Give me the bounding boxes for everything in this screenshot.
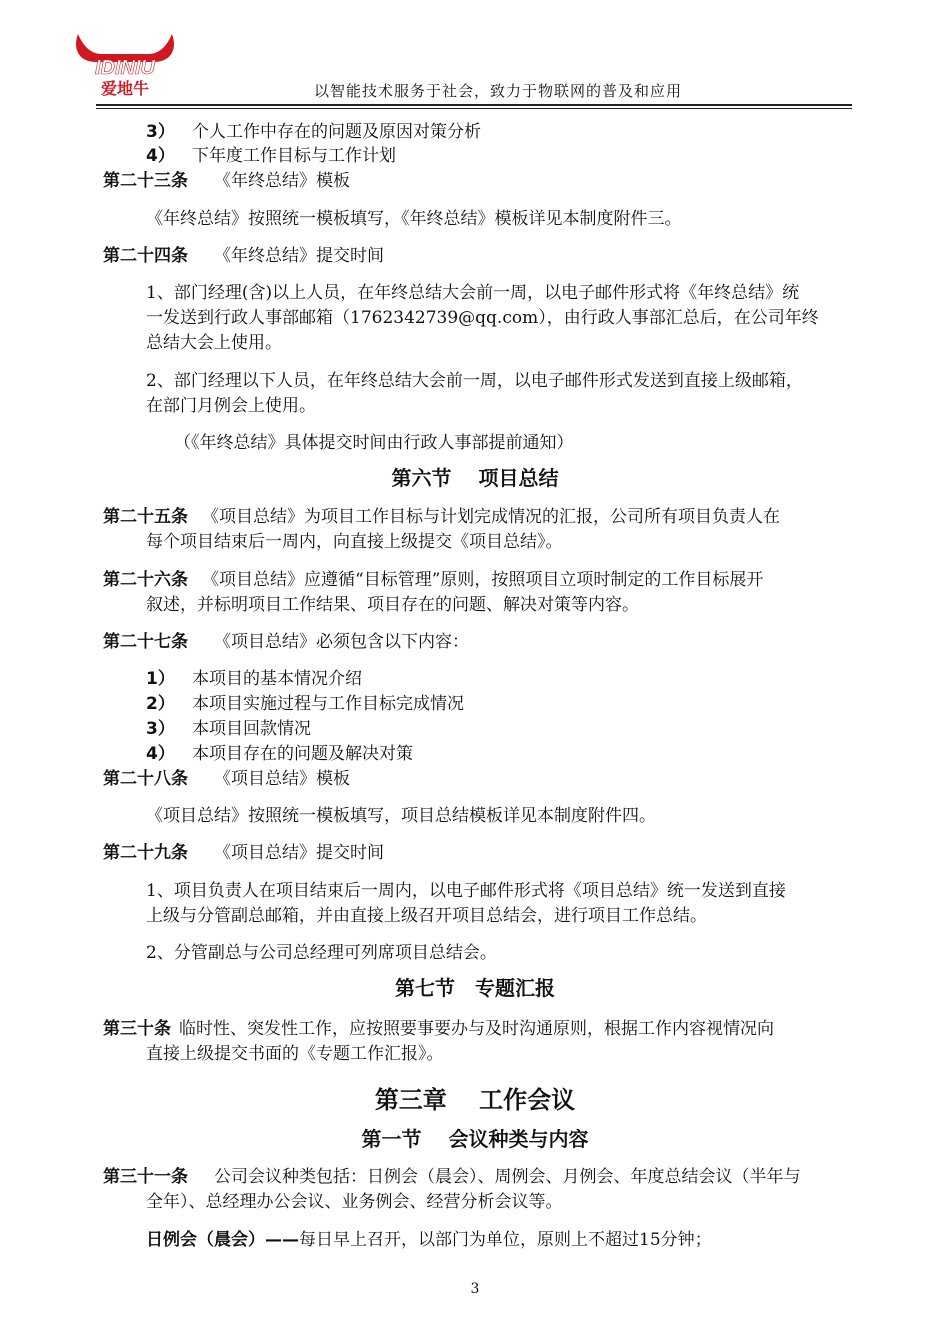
paragraph-line: 全年）、总经理办公会议、业务例会、经营分析会议等。 xyxy=(146,1192,563,1212)
list-number: 1） xyxy=(146,669,175,689)
logo-text: IDINIU xyxy=(95,57,155,79)
article-text: 《项目总结》必须包含以下内容： xyxy=(214,632,469,652)
article-text: 临时性、突发性工作，应按照要事要办与及时沟通原则，根据工作内容视情况向 xyxy=(179,1019,774,1039)
section-heading: 第七节 专题汇报 xyxy=(395,976,555,1000)
section-heading: 第一节 会议种类与内容 xyxy=(361,1127,589,1151)
article-text: 《年终总结》提交时间 xyxy=(214,246,384,266)
article-label: 第三十一条 xyxy=(103,1167,188,1187)
paragraph-line: 总结大会上使用。 xyxy=(146,333,282,353)
list-number: 3） xyxy=(146,719,175,739)
list-item xyxy=(146,117,481,142)
article-text: 《项目总结》模板 xyxy=(214,769,350,789)
list-item xyxy=(146,689,464,714)
paragraph-line: 叙述，并标明项目工作结果、项目存在的问题、解决对策等内容。 xyxy=(146,595,639,615)
paragraph: 2、分管副总与公司总经理可列席项目总结会。 xyxy=(146,943,497,963)
list-item xyxy=(146,664,362,689)
article-label: 第二十五条 xyxy=(103,507,188,527)
paragraph: 《项目总结》按照统一模板填写，项目总结模板详见本制度附件四。 xyxy=(146,806,656,826)
article-label: 第三十条 xyxy=(103,1019,171,1039)
list-text: 本项目的基本情况介绍 xyxy=(192,669,362,689)
list-text: 下年度工作目标与工作计划 xyxy=(192,146,396,166)
list-number: 4） xyxy=(146,146,175,166)
list-item xyxy=(146,739,413,764)
paragraph-line: 直接上级提交书面的《专题工作汇报》。 xyxy=(146,1044,444,1064)
paragraph-line: 在部门月例会上使用。 xyxy=(146,396,316,416)
article-23 xyxy=(103,166,350,191)
article-text: 《年终总结》模板 xyxy=(214,171,350,191)
article-label: 第二十三条 xyxy=(103,171,188,191)
article-28 xyxy=(103,764,350,789)
article-label: 第二十六条 xyxy=(103,570,188,590)
paragraph-line: 一发送到行政人事部邮箱（1762342739@qq.com），由行政人事部汇总后，在公司年终 xyxy=(146,308,819,328)
list-text: 本项目实施过程与工作目标完成情况 xyxy=(192,694,464,714)
header-rule xyxy=(96,104,852,106)
article-30 xyxy=(103,1014,774,1039)
list-item xyxy=(146,714,311,739)
article-text: 公司会议种类包括：日例会（晨会）、周例会、月例会、年度总结会议（半年与 xyxy=(214,1167,801,1187)
paragraph-line: 1、项目负责人在项目结束后一周内，以电子邮件形式将《项目总结》统一发送到直接 xyxy=(146,881,786,901)
article-text: 《项目总结》为项目工作目标与计划完成情况的汇报，公司所有项目负责人在 xyxy=(202,507,780,527)
list-number: 3） xyxy=(146,122,175,142)
paragraph-line: 每个项目结束后一周内，向直接上级提交《项目总结》。 xyxy=(146,532,563,552)
page-number: 3 xyxy=(470,1281,480,1297)
article-27 xyxy=(103,627,469,652)
paragraph: 《年终总结》按照统一模板填写，《年终总结》模板详见本制度附件三。 xyxy=(146,209,682,229)
header-slogan: 以智能技术服务于社会，致力于物联网的普及和应用 xyxy=(314,82,683,100)
article-label: 第二十八条 xyxy=(103,769,188,789)
daily-meeting-text: 每日早上召开，以部门为单位，原则上不超过15分钟； xyxy=(299,1230,712,1250)
list-number: 4） xyxy=(146,744,175,764)
article-text: 《项目总结》提交时间 xyxy=(214,843,384,863)
daily-meeting-label: 日例会（晨会）—— xyxy=(146,1230,299,1250)
chapter-heading: 第三章 工作会议 xyxy=(374,1086,576,1114)
article-31 xyxy=(103,1162,801,1187)
bull-horns-icon xyxy=(70,28,180,100)
paragraph-line: 上级与分管副总邮箱，并由直接上级召开项目总结会，进行项目工作总结。 xyxy=(146,906,707,926)
article-text: 《项目总结》应遵循“目标管理”原则，按照项目立项时制定的工作目标展开 xyxy=(202,570,764,590)
paragraph-line: 1、部门经理(含)以上人员，在年终总结大会前一周，以电子邮件形式将《年终总结》统 xyxy=(146,283,800,303)
article-29 xyxy=(103,838,384,863)
article-label: 第二十七条 xyxy=(103,632,188,652)
list-text: 个人工作中存在的问题及原因对策分析 xyxy=(192,122,481,142)
article-26 xyxy=(103,565,763,590)
article-label: 第二十九条 xyxy=(103,843,188,863)
logo-cn-text: 爱地牛 xyxy=(100,79,150,98)
article-24 xyxy=(103,241,384,266)
note: （《年终总结》具体提交时间由行政人事部提前通知） xyxy=(174,433,574,453)
article-25 xyxy=(103,502,780,527)
article-label: 第二十四条 xyxy=(103,246,188,266)
list-text: 本项目存在的问题及解决对策 xyxy=(192,744,413,764)
list-number: 2） xyxy=(146,694,175,714)
header-rule-thin xyxy=(96,108,852,109)
company-logo xyxy=(70,28,180,100)
daily-meeting-item xyxy=(146,1225,712,1250)
list-text: 本项目回款情况 xyxy=(192,719,311,739)
section-heading: 第六节 项目总结 xyxy=(391,466,559,490)
paragraph-line: 2、部门经理以下人员，在年终总结大会前一周，以电子邮件形式发送到直接上级邮箱， xyxy=(146,371,803,391)
list-item xyxy=(146,141,396,166)
